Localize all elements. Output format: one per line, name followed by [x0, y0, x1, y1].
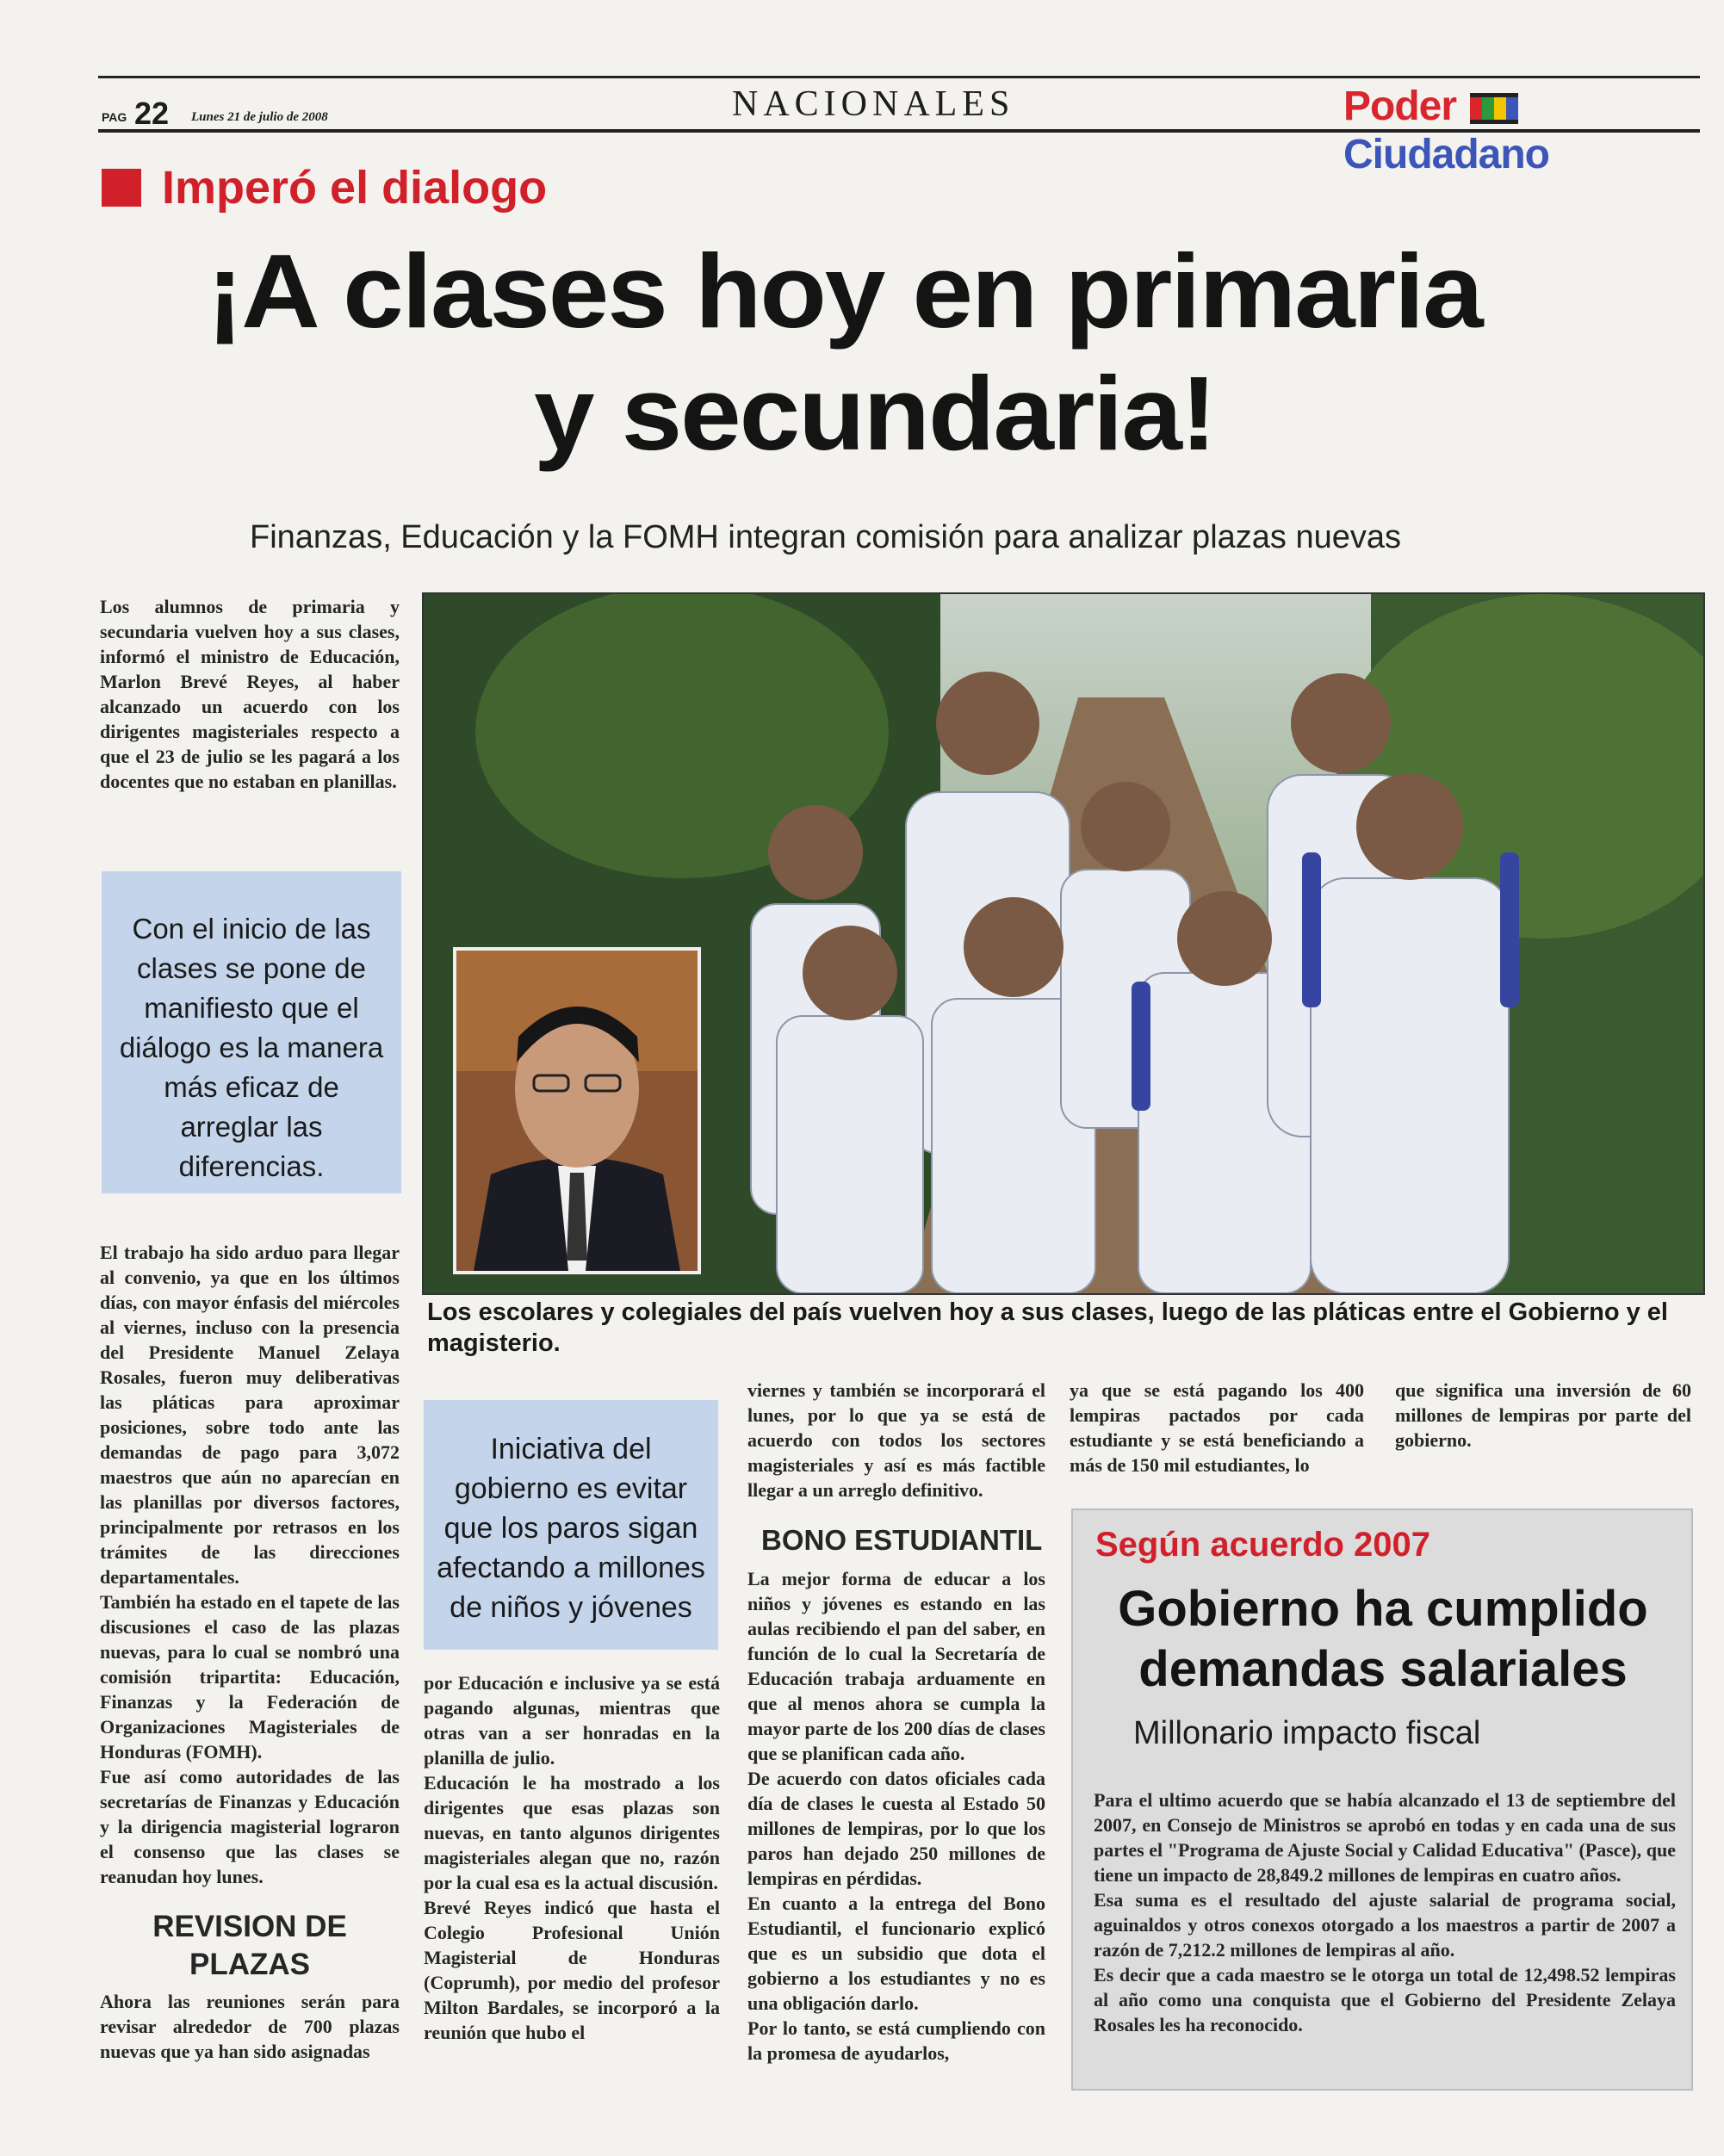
kicker: Imperó el dialogo	[162, 162, 548, 214]
col3-paragraph-1: viernes y también se incorporará el lunes, por lo que ya se está de acuerdo con todos los sectores magisteriales y así es más factible llegar a un arreglo definitivo.	[747, 1379, 1045, 1501]
page-label: PAG	[102, 110, 127, 124]
headline-line-1: ¡A clases hoy en primaria	[207, 232, 1482, 350]
col3-paragraph-3: De acuerdo con datos oficiales cada día de clases le cuesta al Estado 50 millones de lempiras, por lo que los paros han dejado 250 millones de lempiras en pérdidas.	[747, 1768, 1045, 1889]
brand-logo	[1343, 83, 1724, 179]
col3-paragraph-4: En cuanto a la entrega del Bono Estudiantil, el funcionario explicó que es un subsidio que dota el gobierno a los estudiantes y no es una obligación darlo.	[747, 1893, 1045, 2014]
col1-paragraph-2: También ha estado en el tapete de las discusiones el caso de las plazas nuevas, para lo cual se nombró una comisión tripartita: Educación, Finanzas y la Federación de Organizaciones Magisteriales de Honduras (FOMH).	[100, 1591, 400, 1763]
issue-date: Lunes 21 de julio de 2008	[191, 110, 328, 124]
col1-paragraph-4: Ahora las reuniones serán para revisar alrededor de 700 plazas nuevas que ya han sido asignadas	[100, 1991, 400, 2062]
brand-left: Poder	[1343, 84, 1457, 129]
lead-paragraph: Los alumnos de primaria y secundaria vuelven hoy a sus clases, informó el ministro de Educación, Marlon Brevé Reyes, al haber alcanzado un acuerdo con los dirigentes magisteriales respecto a que el 23 de julio se les pagará a los docentes que no estaban en planillas.	[100, 596, 400, 792]
sidebar-subtitle: Millonario impacto fiscal	[1133, 1715, 1481, 1751]
column-2	[424, 1670, 720, 2045]
column-5	[1395, 1378, 1691, 1453]
brand-flag-icon	[1470, 93, 1518, 124]
deck: Finanzas, Educación y la FOMH integran comisión para analizar plazas nuevas	[250, 519, 1401, 555]
sidebar-box	[1071, 1509, 1693, 2091]
sidebar-kicker: Según acuerdo 2007	[1095, 1526, 1431, 1564]
col4-paragraph-1: ya que se está pagando los 400 lempiras pactados por cada estudiante y se está beneficiando a más de 150 mil estudiantes, lo	[1070, 1379, 1364, 1476]
page-number: 22	[134, 96, 170, 131]
col1-paragraph-3: Fue así como autoridades de las secretarías de Finanzas y Educación y la dirigencia magisterial lograron el consenso que las clases se reanudan hoy lunes.	[100, 1766, 400, 1887]
col2-paragraph-1: por Educación e inclusive ya se está pagando algunas, mientras que otras van a ser honradas en la planilla de julio.	[424, 1672, 720, 1769]
column-3	[747, 1378, 1045, 2066]
col3-subhead: BONO ESTUDIANTIL	[761, 1524, 1043, 1556]
photo-caption: Los escolares y colegiales del país vuelven hoy a sus clases, luego de las pláticas entre el Gobierno y el magisterio.	[427, 1298, 1668, 1357]
section-name: NACIONALES	[732, 84, 1015, 124]
pull-quote-1: Con el inicio de las clases se pone de manifiesto que el diálogo es la manera más eficaz de arreglar las diferencias.	[102, 871, 401, 1193]
col1-paragraph-1: El trabajo ha sido arduo para llegar al convenio, ya que en los últimos días, con mayor énfasis del miércoles al viernes, incluso con la presencia del Presidente Manuel Zelaya Rosales, fueron muy deliberativas las pláticas para aproximar posiciones, sobre todo ante las demandas de pago para 3,072 maestros que aún no aparecían en las planillas por diversos factores, principalmente por retrasos en los trámites de las direcciones departamentales.	[100, 1242, 400, 1588]
col1-subhead: REVISION DE PLAZAS	[152, 1910, 347, 1981]
sidebar-paragraph-3: Es decir que a cada maestro se le otorga un total de 12,498.52 lempiras al año como una conquista que el Gobierno del Presidente Zelaya Rosales les ha reconocido.	[1094, 1964, 1676, 2035]
col3-paragraph-5: Por lo tanto, se está cumpliendo con la promesa de ayudarlos,	[747, 2017, 1045, 2064]
inset-photo-minister	[453, 947, 701, 1274]
brand-right: Ciudadano	[1343, 132, 1549, 177]
kicker-square-icon	[102, 169, 141, 207]
sidebar-title: Gobierno ha cumplido demandas salariales	[1118, 1581, 1648, 1697]
col5-paragraph-1: que significa una inversión de 60 millones de lempiras por parte del gobierno.	[1395, 1379, 1691, 1451]
column-1	[100, 1240, 400, 2064]
sidebar-paragraph-1: Para el ultimo acuerdo que se había alcanzado el 13 de septiembre del 2007, en Consejo de Ministros se aprobó en todas y en cada una de sus partes el "Programa de Ajuste Social y Calidad Educativa" (Pasce), que tiene un impacto de 28,849.2 millones de lempiras en cuatro años.	[1094, 1789, 1676, 1886]
headline-line-2: y secundaria!	[534, 355, 1216, 472]
col3-paragraph-2: La mejor forma de educar a los niños y jóvenes es estando en las aulas recibiendo el pan del saber, en función de lo cual la Secretaría de Educación trabaja arduamente en que al menos ahora se cumpla la mayor parte de los 200 días de clases que se planifican cada año.	[747, 1568, 1045, 1764]
portrait-illustration	[456, 951, 698, 1271]
col2-paragraph-2: Educación le ha mostrado a los dirigentes que esas plazas son nuevas, en tanto algunos dirigentes magisteriales alegan que no, razón por la cual esa es la actual discusión.	[424, 1772, 720, 1893]
sidebar-body	[1094, 1787, 1676, 2037]
pull-quote-2: Iniciativa del gobierno es evitar que los paros sigan afectando a millones de niños y jóvenes	[424, 1400, 718, 1650]
column-4	[1070, 1378, 1364, 1478]
sidebar-paragraph-2: Esa suma es el resultado del ajuste salarial de programa social, aguinaldos y otros conexos otorgado a los maestros a partir de 2007 a razón de 7,212.2 millones de lempiras al año.	[1094, 1889, 1676, 1961]
col2-paragraph-3: Brevé Reyes indicó que hasta el Colegio Profesional Unión Magisterial de Honduras (Coprumh), por medio del profesor Milton Bardales, se incorporó a la reunión que hubo el	[424, 1897, 720, 2043]
